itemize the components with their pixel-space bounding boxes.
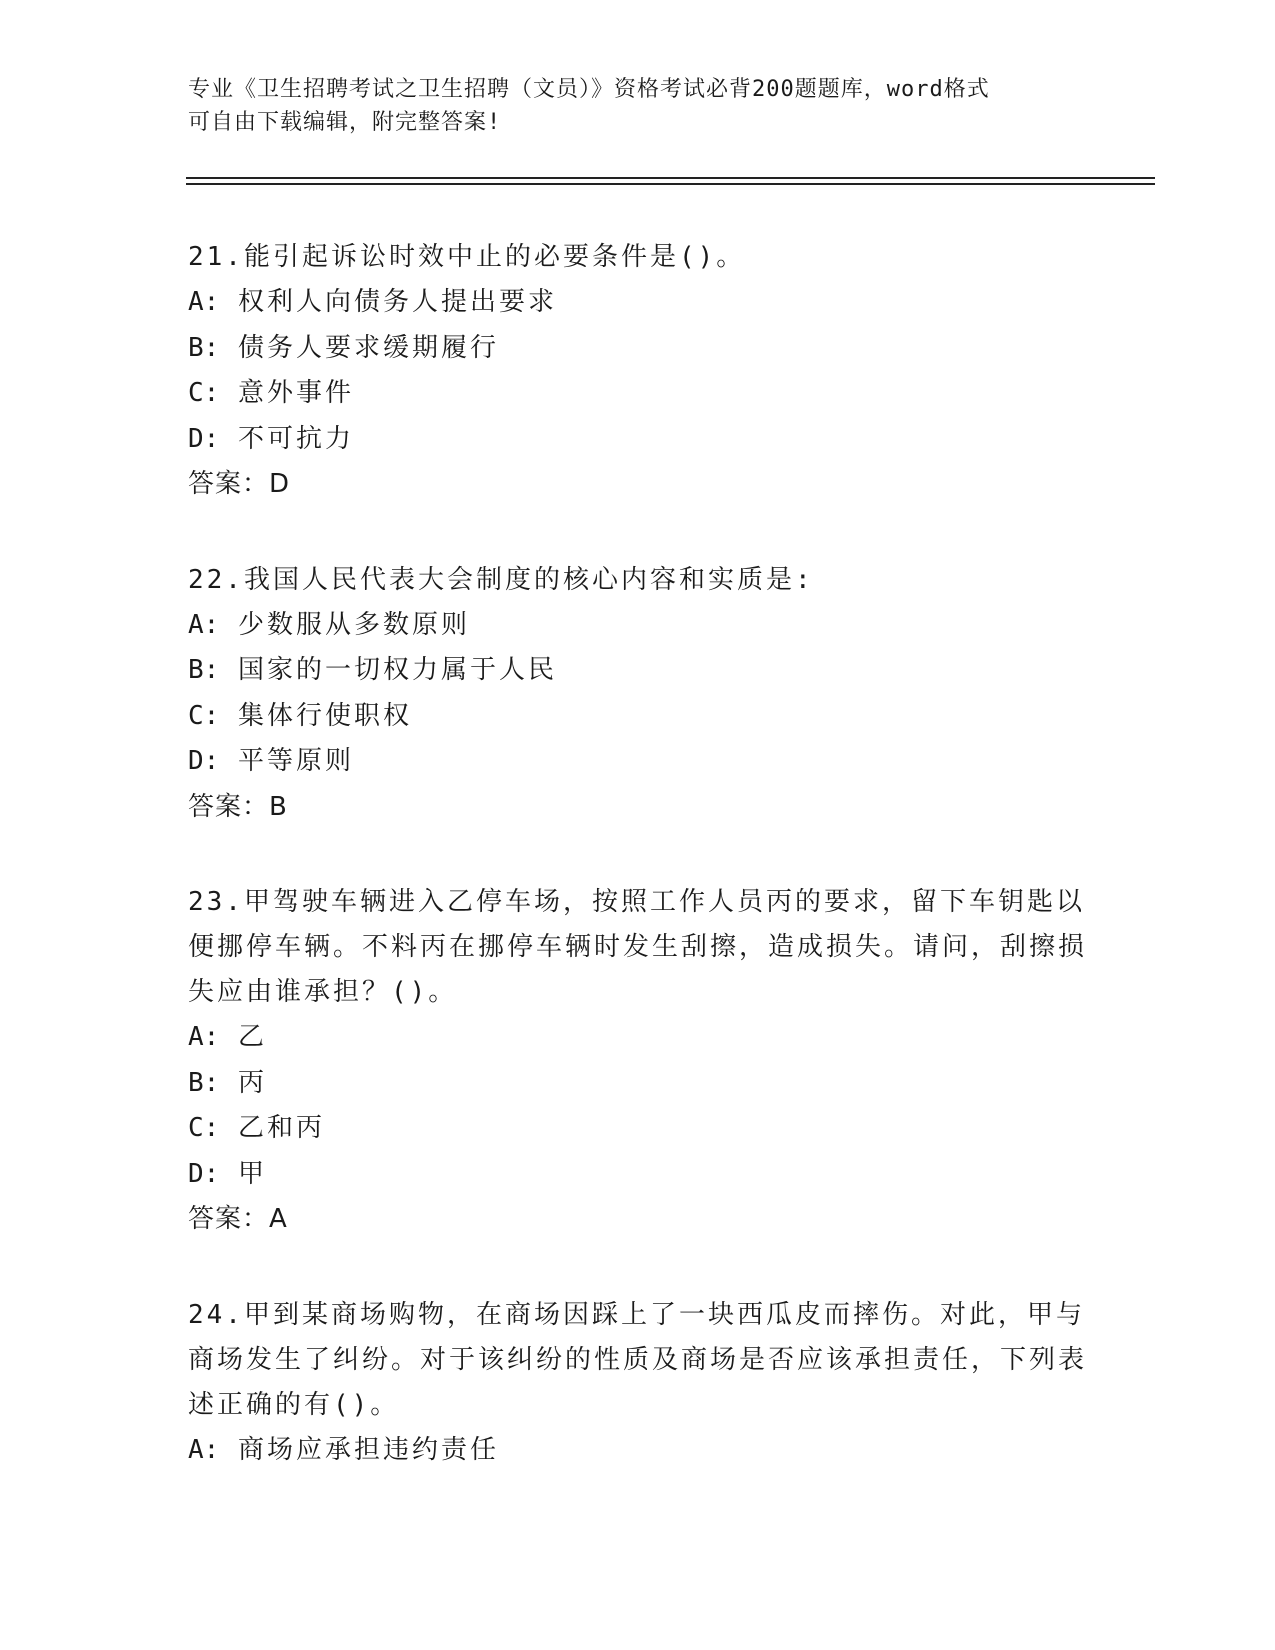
question-stem: 21.能引起诉讼时效中止的必要条件是()。 xyxy=(188,242,746,272)
option-key: B: xyxy=(188,655,220,685)
question-stem: 22.我国人民代表大会制度的核心内容和实质是: xyxy=(188,564,814,595)
question-stem: 24.甲到某商场购物，在商场因踩上了一块西瓜皮而摔伤。对此，甲与商场发生了纠纷。对于该纠纷的性质及商场是否应该承担责任，下列表述正确的有()。 xyxy=(188,1299,1088,1420)
option-text: 债务人要求缓期履行 xyxy=(237,332,499,363)
answer-value: D xyxy=(269,469,291,499)
option-key: B: xyxy=(188,1067,220,1098)
option-key: A: xyxy=(188,1022,220,1052)
option-key: D: xyxy=(188,746,220,776)
header-divider-top xyxy=(186,177,1155,179)
option-text: 不可抗力 xyxy=(237,423,354,454)
option-b xyxy=(188,1061,1088,1107)
question-23 xyxy=(188,880,1088,1243)
option-text: 意外事件 xyxy=(237,378,354,408)
option-d xyxy=(188,417,1088,463)
document-header xyxy=(188,73,1088,139)
option-key: C: xyxy=(188,700,220,731)
option-a xyxy=(188,603,1088,649)
option-key: C: xyxy=(188,378,220,408)
option-text: 国家的一切权力属于人民 xyxy=(237,655,557,685)
question-22 xyxy=(188,558,1088,831)
header-divider-bottom xyxy=(186,183,1155,185)
option-c xyxy=(188,694,1088,740)
option-d xyxy=(188,739,1088,785)
option-a xyxy=(188,1015,1088,1061)
option-b xyxy=(188,648,1088,694)
option-b xyxy=(188,326,1088,372)
answer-value: A xyxy=(269,1204,288,1234)
question-24 xyxy=(188,1293,1088,1474)
option-text: 乙和丙 xyxy=(237,1113,325,1143)
answer-label: 答案： xyxy=(188,469,270,499)
answer-line xyxy=(188,462,1088,508)
option-key: D: xyxy=(188,1158,220,1189)
answer-line xyxy=(188,785,1088,831)
option-a xyxy=(188,1428,1088,1474)
option-text: 甲 xyxy=(237,1158,267,1189)
question-21 xyxy=(188,235,1088,508)
option-c xyxy=(188,1106,1088,1152)
option-key: A: xyxy=(188,1434,220,1465)
option-text: 权利人向债务人提出要求 xyxy=(237,287,557,317)
option-key: B: xyxy=(188,332,220,363)
header-title-line1: 专业《卫生招聘考试之卫生招聘（文员）》资格考试必背200题题库，word格式 xyxy=(188,77,990,102)
question-stem: 23.甲驾驶车辆进入乙停车场，按照工作人员丙的要求，留下车钥匙以便挪停车辆。不料丙在挪停车辆时发生刮擦，造成损失。请问，刮擦损失应由谁承担？()。 xyxy=(188,887,1088,1007)
option-text: 商场应承担违约责任 xyxy=(237,1434,499,1465)
option-c xyxy=(188,371,1088,417)
option-a xyxy=(188,280,1088,326)
header-title-line2: 可自由下载编辑，附完整答案! xyxy=(188,110,502,135)
option-text: 集体行使职权 xyxy=(237,700,412,731)
option-key: A: xyxy=(188,609,220,640)
option-text: 少数服从多数原则 xyxy=(237,609,470,640)
option-d xyxy=(188,1152,1088,1198)
option-text: 丙 xyxy=(237,1067,267,1098)
option-key: A: xyxy=(188,287,220,317)
answer-label: 答案： xyxy=(188,791,270,822)
answer-label: 答案： xyxy=(188,1204,270,1234)
option-text: 平等原则 xyxy=(237,746,354,776)
option-key: C: xyxy=(188,1113,220,1143)
option-key: D: xyxy=(188,423,220,454)
answer-value: B xyxy=(269,791,288,822)
answer-line xyxy=(188,1197,1088,1243)
option-text: 乙 xyxy=(237,1022,267,1052)
question-list xyxy=(188,235,1088,1523)
